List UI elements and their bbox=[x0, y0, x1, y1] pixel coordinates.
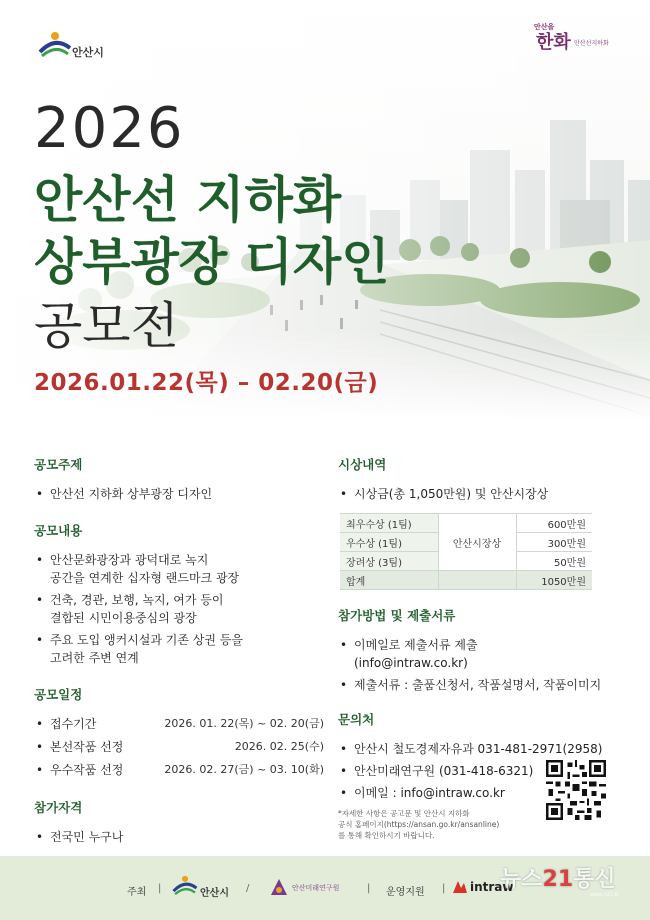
ansan-logo-text: 안산시 bbox=[72, 46, 104, 59]
contact-item: • 안산미래연구원 (031-418-6321) bbox=[338, 762, 628, 780]
qr-code-icon[interactable] bbox=[546, 760, 606, 820]
eligibility-heading: 참가자격 bbox=[34, 800, 83, 815]
campaign-badge bbox=[530, 22, 620, 62]
content-item: • 주요 도입 앵커시설과 기존 상권 등을 고려한 주변 연계 bbox=[34, 631, 324, 667]
submission-item: • 이메일로 제출서류 제출 (info@intraw.co.kr) bbox=[338, 636, 628, 672]
footer-ops-label: 운영지원 bbox=[386, 887, 425, 898]
intraw-logo-icon bbox=[452, 880, 468, 894]
schedule-row: • 본선작품 선정 2026. 02. 25(수) bbox=[36, 740, 324, 754]
prizes-heading: 시상내역 bbox=[338, 457, 387, 472]
title-line-2: 상부광장 디자인 bbox=[34, 233, 390, 291]
theme-heading: 공모주제 bbox=[34, 457, 83, 472]
news-watermark: 뉴스21통신 bbox=[500, 867, 616, 892]
ansan-emblem-icon bbox=[172, 874, 198, 896]
ansan-city-logo bbox=[38, 30, 118, 60]
content-item: • 건축, 경관, 보행, 녹지, 여가 등이 결합된 시민이용중심의 광장 bbox=[34, 591, 324, 627]
contact-heading: 문의처 bbox=[338, 712, 375, 727]
footer-co-org: 안산미래연구원 bbox=[292, 884, 340, 892]
contact-item: • 안산시 철도경제자유과 031-481-2971(2958) bbox=[338, 740, 628, 758]
schedule-row: • 접수기간 2026. 01. 22(목) ~ 02. 20(금) bbox=[36, 717, 324, 731]
prize-row: 최우수상 (1팀) 안산시장상 600만원 bbox=[340, 514, 592, 533]
badge-small-text: 안산을 bbox=[534, 23, 555, 31]
left-column bbox=[34, 455, 324, 846]
badge-tag-text: 안산선지하화 bbox=[574, 40, 609, 47]
prize-row: 우수상 (1팀) 300만원 bbox=[340, 533, 592, 552]
content-heading: 공모내용 bbox=[34, 523, 83, 538]
contact-item: • 이메일 : info@intraw.co.kr bbox=[338, 784, 628, 802]
footer: 주최 | 안산시 / 안산미래연구원 | 운영지원 | intraw bbox=[0, 856, 650, 920]
title-line-1: 안산선 지하화 bbox=[34, 171, 342, 229]
footer-ops-org: intraw bbox=[470, 880, 514, 894]
news-watermark-url: www.n21.kr bbox=[590, 892, 620, 898]
badge-big-text: 한화 bbox=[536, 32, 571, 53]
footer-host-org: 안산시 bbox=[200, 888, 229, 899]
hero-section bbox=[0, 0, 650, 420]
schedule-row: • 우수작품 선정 2026. 02. 27(금) ~ 03. 10(화) bbox=[36, 763, 324, 777]
ansan-emblem-icon bbox=[38, 30, 72, 58]
theme-item: • 안산선 지하화 상부광장 디자인 bbox=[34, 485, 324, 503]
prize-award-name: 안산시장상 bbox=[438, 514, 516, 571]
institute-logo-icon bbox=[270, 878, 288, 896]
prizes-summary: • 시상금(총 1,050만원) 및 안산시장상 bbox=[338, 485, 628, 503]
prize-row: 장려상 (3팀) 50만원 bbox=[340, 552, 592, 571]
submission-item: • 제출서류 : 출품신청서, 작품설명서, 작품이미지 bbox=[338, 676, 628, 694]
prize-total-row: 합계 1050만원 bbox=[340, 571, 592, 590]
schedule-heading: 공모일정 bbox=[34, 687, 83, 702]
prize-table bbox=[340, 513, 592, 590]
eligibility-item: • 전국민 누구나 bbox=[34, 828, 324, 846]
title-year: 2026 bbox=[34, 96, 185, 161]
title-line-3: 공모전 bbox=[34, 297, 179, 355]
footer-host-label: 주최 bbox=[127, 887, 147, 898]
contact-note: *자세한 사항은 공고문 및 안산시 지하화 공식 홈페이지(https://ansan.go.kr/ansanline) 를 통해 확인하시기 바랍니다. bbox=[338, 809, 500, 840]
content-item: • 안산문화광장과 광덕대로 녹지 공간을 연계한 십자형 랜드마크 광장 bbox=[34, 551, 324, 587]
contest-period: 2026.01.22(목) – 02.20(금) bbox=[34, 370, 379, 396]
submission-heading: 참가방법 및 제출서류 bbox=[338, 608, 456, 623]
